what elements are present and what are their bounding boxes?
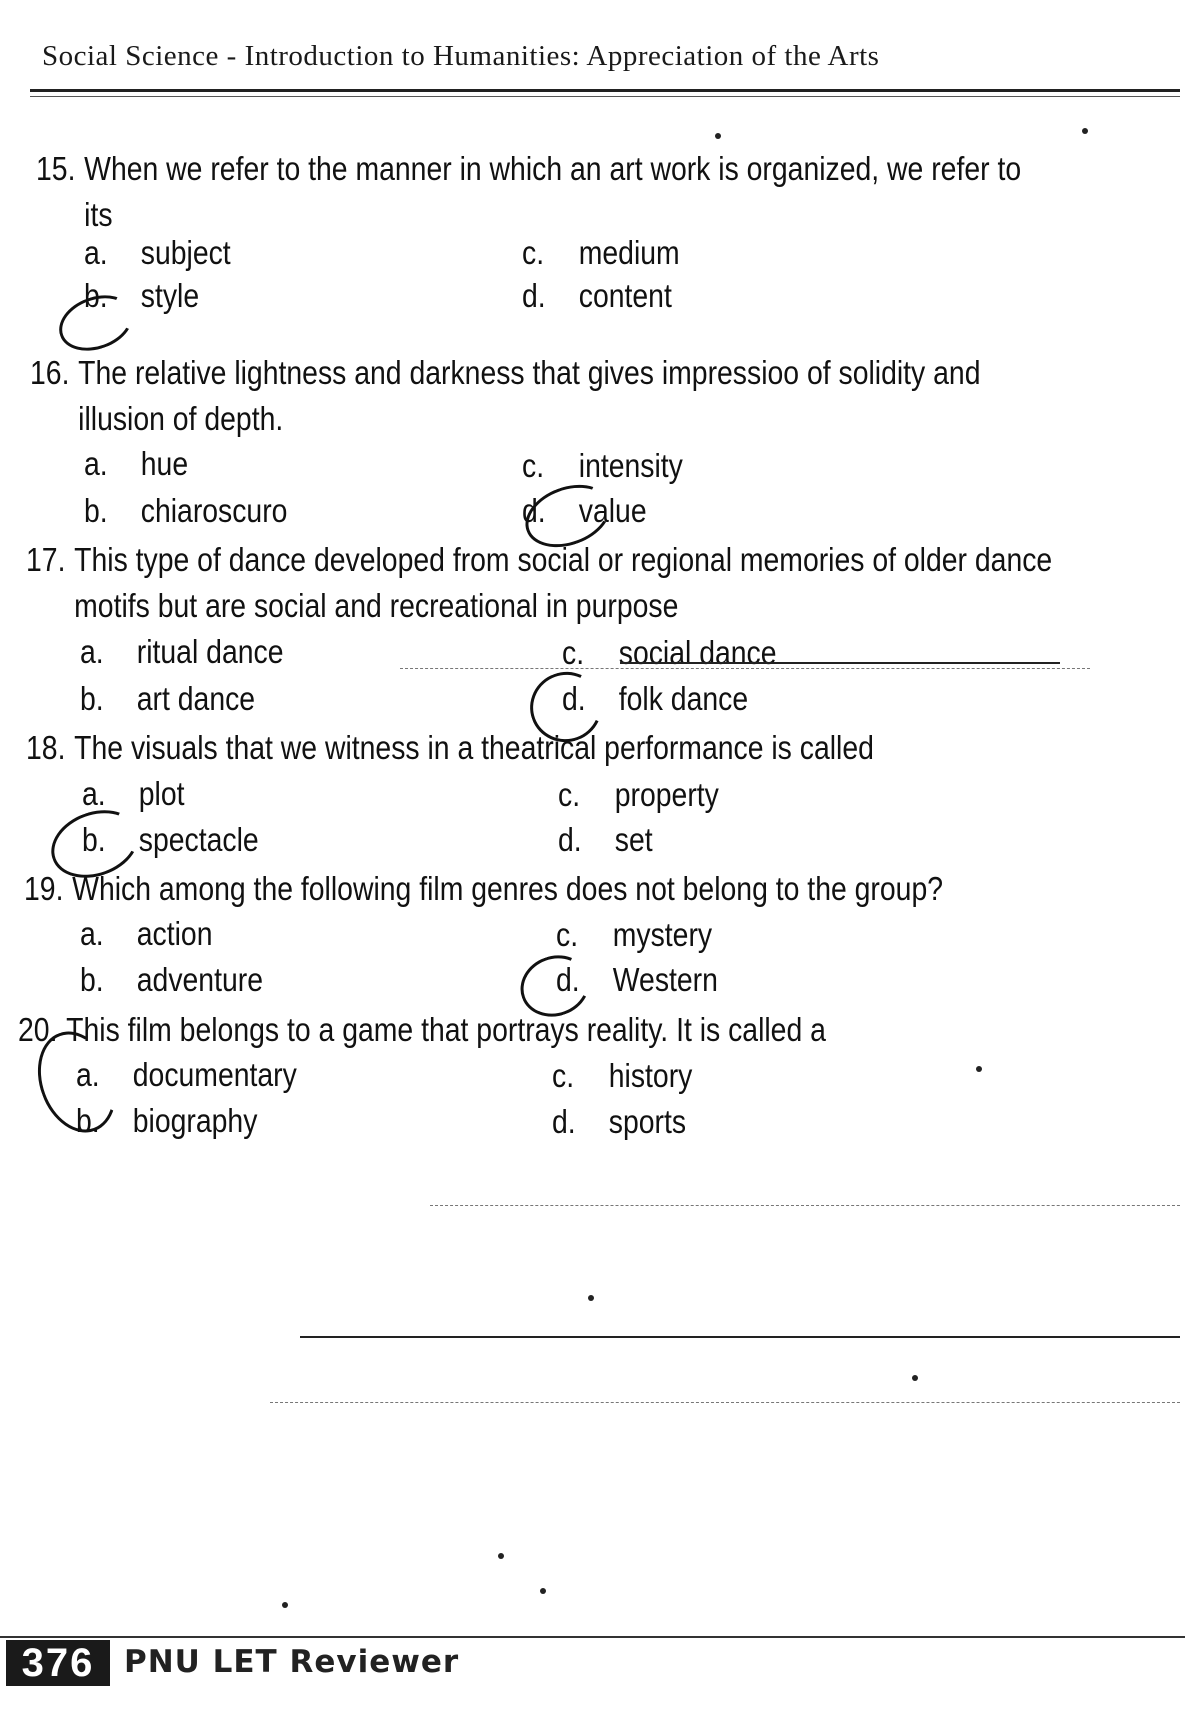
- option-text: ritual dance: [136, 633, 284, 670]
- option-18-c: [558, 773, 719, 817]
- option-text: chiaroscuro: [140, 492, 288, 529]
- option-text: folk dance: [618, 680, 749, 717]
- ink-strike-line: [620, 662, 1060, 664]
- option-letter: a.: [80, 915, 104, 952]
- question-19: [24, 866, 943, 912]
- question-17: [26, 537, 1052, 629]
- page-header-title: Social Science - Introduction to Humanities: Appreciation of the Arts: [42, 40, 880, 72]
- question-text-continued: illusion of depth.: [78, 400, 284, 437]
- question-text: The relative lightness and darkness that gives impressioo of solidity and: [78, 354, 981, 391]
- option-letter: a.: [80, 633, 104, 670]
- option-text: style: [140, 277, 200, 314]
- option-text: plot: [138, 775, 185, 812]
- option-15-d: [522, 274, 672, 318]
- option-text: biography: [132, 1102, 258, 1139]
- option-text: value: [578, 492, 647, 529]
- option-19-b: [80, 958, 263, 1002]
- blank-rule: [300, 1336, 1180, 1338]
- question-15: [36, 146, 1021, 238]
- option-letter: c.: [552, 1057, 575, 1094]
- option-letter: a.: [84, 234, 108, 271]
- option-16-c: [522, 444, 683, 488]
- header-rule-thin: [30, 96, 1180, 97]
- option-text: documentary: [132, 1056, 297, 1093]
- page-number-badge: 376: [6, 1640, 110, 1686]
- question-number: 15.: [36, 150, 76, 187]
- option-text: adventure: [136, 961, 263, 998]
- option-letter: b.: [82, 821, 106, 858]
- option-letter: c.: [562, 634, 585, 671]
- question-20: [18, 1007, 826, 1053]
- option-15-c: [522, 231, 680, 275]
- question-text-continued: motifs but are social and recreational in purpose: [74, 587, 679, 624]
- footer-book-title: PNU LET Reviewer: [124, 1644, 460, 1680]
- question-text-continued: its: [84, 196, 113, 233]
- dotted-rule: [430, 1205, 1180, 1206]
- option-letter: c.: [556, 916, 579, 953]
- option-17-a: [80, 630, 283, 674]
- option-text: set: [614, 821, 653, 858]
- scan-speck: [540, 1588, 546, 1594]
- option-text: subject: [140, 234, 231, 271]
- scan-speck: [715, 133, 721, 139]
- option-text: sports: [608, 1103, 687, 1140]
- question-16: [30, 350, 980, 442]
- option-letter: d.: [558, 821, 582, 858]
- question-number: 17.: [26, 541, 66, 578]
- option-letter: c.: [558, 776, 581, 813]
- question-18: [26, 725, 874, 771]
- option-text: history: [608, 1057, 693, 1094]
- option-letter: b.: [76, 1102, 100, 1139]
- scan-speck: [282, 1602, 288, 1608]
- option-text: action: [136, 915, 213, 952]
- question-number: 18.: [26, 729, 66, 766]
- option-letter: d.: [556, 961, 580, 998]
- option-letter: d.: [522, 492, 546, 529]
- option-letter: c.: [522, 447, 545, 484]
- option-text: property: [614, 776, 719, 813]
- option-letter: a.: [76, 1056, 100, 1093]
- option-letter: a.: [84, 445, 108, 482]
- dotted-rule: [270, 1402, 1180, 1403]
- option-text: art dance: [136, 680, 256, 717]
- option-16-a: [84, 442, 188, 486]
- question-text: This type of dance developed from social or regional memories of older dance: [74, 541, 1053, 578]
- option-letter: b.: [80, 680, 104, 717]
- option-16-b: [84, 489, 287, 533]
- option-17-b: [80, 677, 255, 721]
- option-19-c: [556, 913, 712, 957]
- option-text: mystery: [612, 916, 713, 953]
- option-letter: d.: [552, 1103, 576, 1140]
- question-number: 20.: [18, 1011, 58, 1048]
- option-20-c: [552, 1054, 692, 1098]
- option-letter: d.: [562, 680, 586, 717]
- question-text: When we refer to the manner in which an art work is organized, we refer to: [84, 150, 1022, 187]
- scan-speck: [498, 1553, 504, 1559]
- option-20-d: [552, 1100, 686, 1144]
- option-letter: d.: [522, 277, 546, 314]
- header-rule: [30, 89, 1180, 92]
- dotted-rule: [400, 668, 1090, 669]
- option-text: intensity: [578, 447, 683, 484]
- option-letter: a.: [82, 775, 106, 812]
- question-text: This film belongs to a game that portrays reality. It is called a: [66, 1011, 826, 1048]
- footer-rule: [0, 1636, 1185, 1638]
- question-number: 19.: [24, 870, 64, 907]
- question-text: Which among the following film genres does not belong to the group?: [72, 870, 944, 907]
- option-letter: b.: [80, 961, 104, 998]
- option-letter: c.: [522, 234, 545, 271]
- option-letter: b.: [84, 277, 108, 314]
- scan-speck: [1082, 128, 1088, 134]
- option-text: medium: [578, 234, 680, 271]
- option-text: Western: [612, 961, 718, 998]
- option-letter: b.: [84, 492, 108, 529]
- scan-speck: [588, 1295, 594, 1301]
- option-text: social dance: [618, 634, 777, 671]
- question-number: 16.: [30, 354, 70, 391]
- option-18-d: [558, 818, 653, 862]
- option-text: hue: [140, 445, 189, 482]
- option-text: content: [578, 277, 672, 314]
- option-19-a: [80, 912, 212, 956]
- question-text: The visuals that we witness in a theatrical performance is called: [74, 729, 874, 766]
- scan-speck: [912, 1375, 918, 1381]
- option-15-a: [84, 231, 231, 275]
- option-text: spectacle: [138, 821, 259, 858]
- scan-speck: [976, 1066, 982, 1072]
